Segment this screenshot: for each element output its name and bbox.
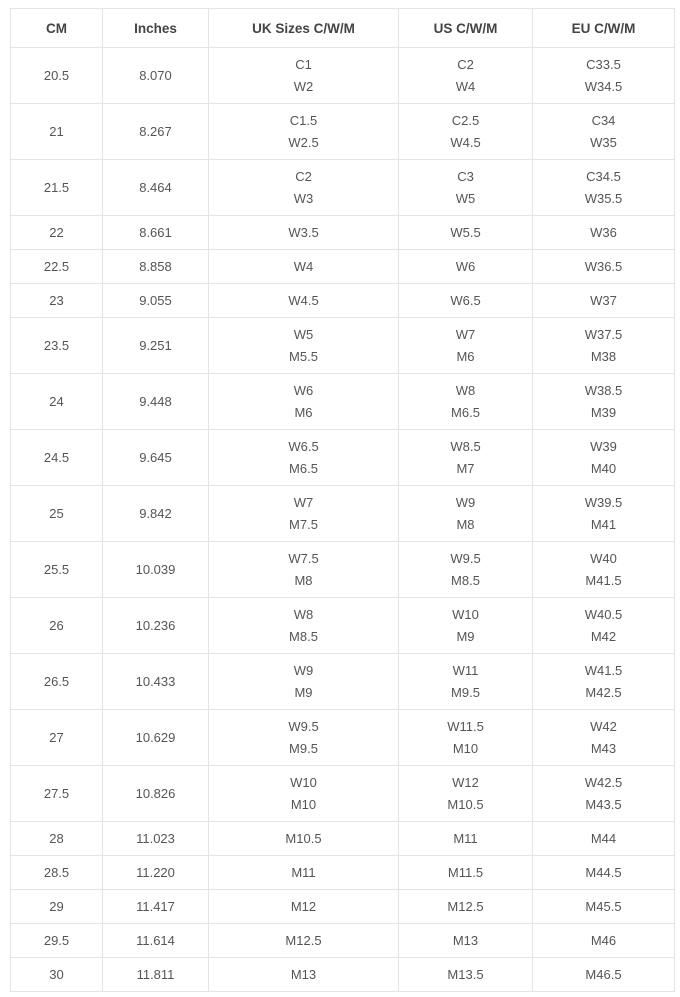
cell-us-line: M10.5 — [447, 796, 484, 812]
cell-uk-line: W3.5 — [288, 224, 319, 240]
cell-eu-line: W39.5 — [584, 494, 623, 510]
cell-eu-line: M38 — [590, 348, 617, 364]
cell-uk-line: W6 — [293, 382, 314, 398]
cell-eu-line: W39 — [590, 438, 617, 454]
cell-eu-line: M42.5 — [585, 684, 622, 700]
cell-us-line: M13.5 — [447, 966, 484, 982]
cell-us-line: C2 — [457, 56, 474, 72]
cell-cm: 20.5 — [11, 48, 103, 104]
cell-us — [399, 216, 533, 250]
table-row — [11, 654, 675, 710]
cell-uk — [209, 766, 399, 822]
cell-eu-line: W34.5 — [584, 78, 623, 94]
cell-eu — [533, 542, 675, 598]
cell-inches: 11.417 — [103, 890, 209, 924]
cell-us-line: M6.5 — [451, 404, 480, 420]
cell-uk-line: M6.5 — [289, 460, 318, 476]
cell-us-line: W4.5 — [450, 134, 481, 150]
cell-uk — [209, 890, 399, 924]
cell-eu — [533, 856, 675, 890]
cell-uk-line: M5.5 — [289, 348, 318, 364]
cell-inches: 8.464 — [103, 160, 209, 216]
cell-uk-line: M8.5 — [289, 628, 318, 644]
cell-us-line: W5 — [455, 190, 476, 206]
header-inches: Inches — [103, 9, 209, 48]
cell-inches: 9.842 — [103, 486, 209, 542]
cell-uk-line: W8 — [293, 606, 314, 622]
cell-cm: 30 — [11, 958, 103, 992]
cell-uk-line: W10 — [290, 774, 317, 790]
cell-eu — [533, 250, 675, 284]
cell-eu-line: W37 — [590, 292, 617, 308]
cell-uk — [209, 374, 399, 430]
cell-eu-line: C34.5 — [586, 168, 621, 184]
cell-inches: 9.448 — [103, 374, 209, 430]
cell-cm: 27.5 — [11, 766, 103, 822]
cell-inches: 8.661 — [103, 216, 209, 250]
cell-eu — [533, 48, 675, 104]
table-row — [11, 856, 675, 890]
cell-uk-line: M12 — [290, 898, 317, 914]
cell-us — [399, 48, 533, 104]
cell-us — [399, 822, 533, 856]
cell-cm: 23.5 — [11, 318, 103, 374]
cell-uk-line: M9 — [294, 684, 313, 700]
cell-us — [399, 486, 533, 542]
cell-cm: 23 — [11, 284, 103, 318]
cell-us-line: W9.5 — [450, 550, 481, 566]
cell-cm: 24.5 — [11, 430, 103, 486]
cell-uk-line: M13 — [290, 966, 317, 982]
table-row — [11, 710, 675, 766]
cell-eu-line: M43.5 — [585, 796, 622, 812]
cell-eu-line: W38.5 — [584, 382, 623, 398]
cell-us-line: M8.5 — [451, 572, 480, 588]
table-row — [11, 542, 675, 598]
cell-eu-line: W42.5 — [584, 774, 623, 790]
cell-us-line: M9.5 — [451, 684, 480, 700]
cell-eu-line: M41 — [590, 516, 617, 532]
cell-inches: 8.267 — [103, 104, 209, 160]
cell-eu-line: C33.5 — [586, 56, 621, 72]
cell-uk-line: M6 — [294, 404, 313, 420]
cell-eu-line: W37.5 — [584, 326, 623, 342]
cell-eu — [533, 486, 675, 542]
cell-eu-line: W35 — [590, 134, 617, 150]
cell-inches: 11.811 — [103, 958, 209, 992]
cell-eu-line: W40 — [590, 550, 617, 566]
cell-uk-line: M8 — [294, 572, 313, 588]
table-row — [11, 924, 675, 958]
cell-uk — [209, 710, 399, 766]
cell-eu — [533, 822, 675, 856]
cell-uk-line: W6.5 — [288, 438, 319, 454]
cell-cm: 28.5 — [11, 856, 103, 890]
cell-inches: 9.251 — [103, 318, 209, 374]
cell-us — [399, 430, 533, 486]
cell-eu — [533, 430, 675, 486]
cell-eu — [533, 958, 675, 992]
cell-eu-line: W40.5 — [584, 606, 623, 622]
cell-cm: 21.5 — [11, 160, 103, 216]
table-row — [11, 430, 675, 486]
cell-inches: 11.614 — [103, 924, 209, 958]
cell-uk-line: C1.5 — [289, 112, 318, 128]
cell-us — [399, 318, 533, 374]
cell-uk — [209, 250, 399, 284]
cell-uk-line: M9.5 — [289, 740, 318, 756]
table-row — [11, 822, 675, 856]
cell-eu-line: C34 — [591, 112, 616, 128]
cell-inches: 10.826 — [103, 766, 209, 822]
table-row — [11, 598, 675, 654]
cell-inches: 10.039 — [103, 542, 209, 598]
cell-uk-line: M10 — [290, 796, 317, 812]
cell-us — [399, 250, 533, 284]
cell-us — [399, 710, 533, 766]
cell-us-line: M11 — [453, 830, 478, 846]
cell-eu-line: M46.5 — [585, 966, 622, 982]
cell-uk — [209, 104, 399, 160]
cell-inches: 11.023 — [103, 822, 209, 856]
cell-eu — [533, 924, 675, 958]
cell-us-line: M8 — [456, 516, 475, 532]
cell-uk-line: M7.5 — [289, 516, 318, 532]
cell-us — [399, 284, 533, 318]
cell-eu-line: M39 — [590, 404, 617, 420]
cell-eu-line: M42 — [590, 628, 617, 644]
table-row — [11, 486, 675, 542]
cell-uk-line: C1 — [295, 56, 312, 72]
cell-us — [399, 958, 533, 992]
cell-us — [399, 856, 533, 890]
cell-cm: 29.5 — [11, 924, 103, 958]
cell-uk — [209, 486, 399, 542]
cell-eu — [533, 598, 675, 654]
header-eu: EU C/W/M — [533, 9, 675, 48]
cell-uk — [209, 654, 399, 710]
cell-cm: 21 — [11, 104, 103, 160]
cell-uk-line: W9.5 — [288, 718, 319, 734]
cell-uk-line: W9 — [293, 662, 314, 678]
cell-eu-line: M43 — [590, 740, 617, 756]
cell-inches: 11.220 — [103, 856, 209, 890]
cell-us-line: W8.5 — [450, 438, 481, 454]
cell-us — [399, 374, 533, 430]
cell-inches: 9.055 — [103, 284, 209, 318]
cell-us-line: W8 — [455, 382, 476, 398]
cell-inches: 10.236 — [103, 598, 209, 654]
cell-us-line: M10 — [452, 740, 479, 756]
cell-eu-line: M41.5 — [585, 572, 622, 588]
cell-us — [399, 104, 533, 160]
cell-us-line: M7 — [456, 460, 475, 476]
size-chart — [10, 8, 674, 992]
cell-us-line: M6 — [456, 348, 475, 364]
cell-inches: 10.433 — [103, 654, 209, 710]
cell-eu-line: M40 — [590, 460, 617, 476]
cell-us-line: M9 — [456, 628, 475, 644]
cell-inches: 9.645 — [103, 430, 209, 486]
cell-eu — [533, 710, 675, 766]
cell-uk-line: W3 — [293, 190, 314, 206]
cell-uk — [209, 160, 399, 216]
table-row — [11, 284, 675, 318]
cell-uk — [209, 822, 399, 856]
cell-eu-line: M44 — [590, 830, 617, 846]
cell-cm: 29 — [11, 890, 103, 924]
cell-eu — [533, 374, 675, 430]
cell-us-line: W11 — [452, 662, 479, 678]
cell-eu-line: W36 — [590, 224, 617, 240]
cell-eu — [533, 890, 675, 924]
cell-eu — [533, 318, 675, 374]
cell-cm: 25.5 — [11, 542, 103, 598]
cell-cm: 24 — [11, 374, 103, 430]
cell-us-line: W9 — [455, 494, 476, 510]
cell-uk — [209, 856, 399, 890]
cell-uk-line: W4.5 — [288, 292, 319, 308]
cell-uk-line: W2.5 — [288, 134, 319, 150]
header-uk: UK Sizes C/W/M — [209, 9, 399, 48]
cell-eu — [533, 104, 675, 160]
cell-uk-line: M10.5 — [285, 830, 322, 846]
header-us: US C/W/M — [399, 9, 533, 48]
size-chart-table — [10, 8, 675, 992]
header-row — [11, 9, 675, 48]
cell-inches: 8.070 — [103, 48, 209, 104]
cell-uk-line: W7.5 — [288, 550, 319, 566]
cell-uk-line: W4 — [293, 258, 314, 274]
table-row — [11, 890, 675, 924]
cell-uk — [209, 924, 399, 958]
table-row — [11, 374, 675, 430]
cell-uk — [209, 318, 399, 374]
table-row — [11, 216, 675, 250]
cell-us-line: C3 — [457, 168, 474, 184]
table-row — [11, 958, 675, 992]
cell-uk-line: W5 — [293, 326, 314, 342]
cell-us — [399, 654, 533, 710]
table-row — [11, 48, 675, 104]
cell-eu — [533, 216, 675, 250]
cell-us-line: W6.5 — [450, 292, 481, 308]
cell-us-line: W4 — [455, 78, 476, 94]
table-row — [11, 104, 675, 160]
cell-eu-line: M44.5 — [585, 864, 622, 880]
cell-us-line: M11.5 — [447, 864, 484, 880]
cell-us-line: M13 — [452, 932, 479, 948]
cell-eu — [533, 160, 675, 216]
cell-us-line: W12 — [452, 774, 479, 790]
cell-eu-line: M45.5 — [585, 898, 622, 914]
table-row — [11, 318, 675, 374]
cell-eu — [533, 766, 675, 822]
cell-cm: 27 — [11, 710, 103, 766]
cell-uk — [209, 430, 399, 486]
cell-cm: 26 — [11, 598, 103, 654]
cell-cm: 22.5 — [11, 250, 103, 284]
cell-uk-line: M12.5 — [285, 932, 322, 948]
cell-eu-line: W41.5 — [584, 662, 623, 678]
cell-cm: 22 — [11, 216, 103, 250]
cell-inches: 8.858 — [103, 250, 209, 284]
cell-uk — [209, 542, 399, 598]
cell-uk-line: W2 — [293, 78, 314, 94]
cell-us — [399, 542, 533, 598]
cell-us-line: W5.5 — [450, 224, 481, 240]
cell-eu-line: W35.5 — [584, 190, 623, 206]
cell-uk — [209, 216, 399, 250]
table-row — [11, 766, 675, 822]
cell-uk-line: M11 — [291, 864, 316, 880]
cell-eu-line: W42 — [590, 718, 617, 734]
cell-cm: 26.5 — [11, 654, 103, 710]
table-row — [11, 250, 675, 284]
cell-uk-line: W7 — [293, 494, 314, 510]
header-cm: CM — [11, 9, 103, 48]
cell-uk-line: C2 — [295, 168, 312, 184]
cell-eu — [533, 284, 675, 318]
cell-inches: 10.629 — [103, 710, 209, 766]
cell-eu — [533, 654, 675, 710]
cell-cm: 28 — [11, 822, 103, 856]
cell-us — [399, 160, 533, 216]
cell-us-line: W6 — [455, 258, 476, 274]
cell-us — [399, 890, 533, 924]
cell-us — [399, 766, 533, 822]
cell-uk — [209, 958, 399, 992]
cell-us-line: W11.5 — [447, 718, 484, 734]
cell-uk — [209, 48, 399, 104]
cell-us-line: C2.5 — [451, 112, 480, 128]
cell-eu-line: M46 — [590, 932, 617, 948]
table-row — [11, 160, 675, 216]
cell-us — [399, 598, 533, 654]
cell-us-line: M12.5 — [447, 898, 484, 914]
cell-uk — [209, 598, 399, 654]
cell-us-line: W10 — [452, 606, 479, 622]
cell-us-line: W7 — [455, 326, 476, 342]
cell-uk — [209, 284, 399, 318]
cell-us — [399, 924, 533, 958]
cell-cm: 25 — [11, 486, 103, 542]
cell-eu-line: W36.5 — [584, 258, 623, 274]
